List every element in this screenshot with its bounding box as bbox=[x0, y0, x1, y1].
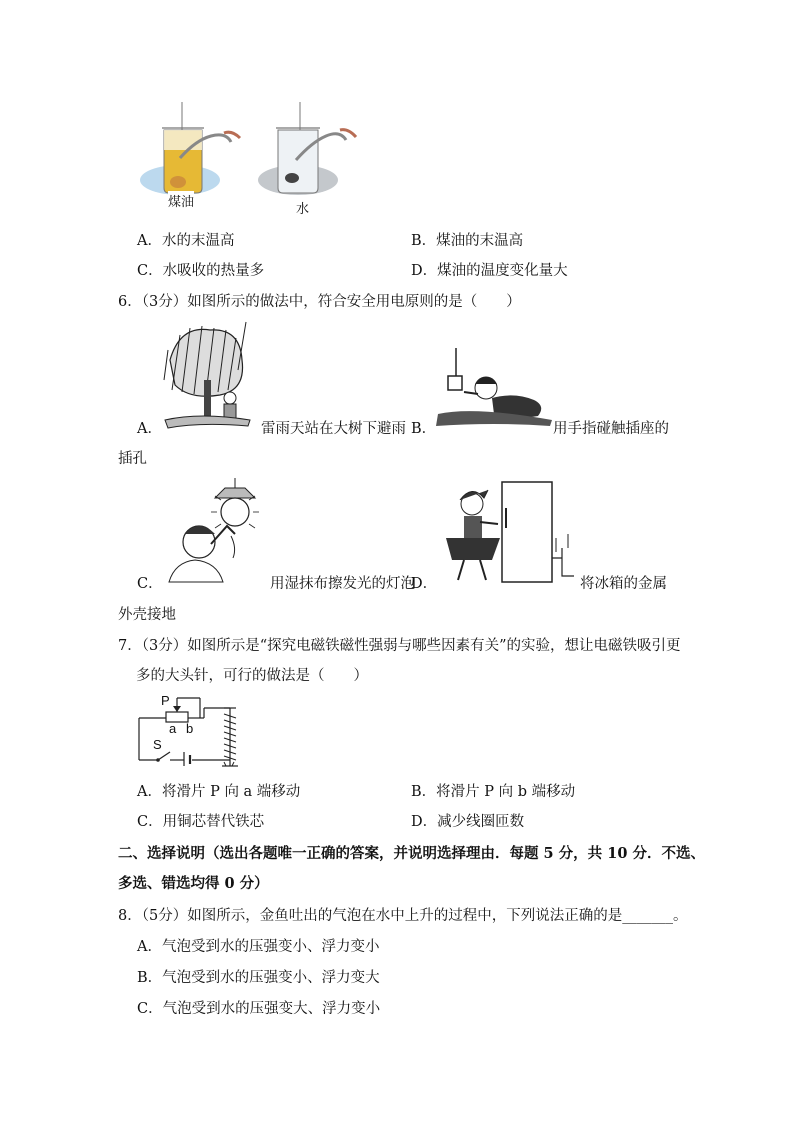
q7-option-b: B．将滑片 P 向 b 端移动 bbox=[411, 784, 576, 800]
boy-bulb-illustration bbox=[165, 478, 267, 586]
q6-a-label: A． bbox=[137, 421, 162, 437]
q5-option-b: B．煤油的末温高 bbox=[411, 233, 524, 249]
q7-option-c: C．用铜芯替代铁芯 bbox=[137, 814, 265, 830]
q6-stem: 6．（3分）如图所示的做法中，符合安全用电原则的是（ ） bbox=[118, 294, 521, 310]
q7-option-a: A．将滑片 P 向 a 端移动 bbox=[137, 784, 301, 800]
water-label: 水 bbox=[296, 202, 310, 217]
q8-option-a: A．气泡受到水的压强变小、浮力变小 bbox=[137, 939, 380, 955]
q6-d-text: 将冰箱的金属 bbox=[580, 576, 667, 592]
tree-rain-illustration bbox=[160, 320, 255, 432]
slider-p-label: P bbox=[161, 693, 170, 708]
q6-a-figure bbox=[160, 320, 255, 432]
q6-b-text-cont: 插孔 bbox=[118, 451, 147, 467]
q7-option-d: D．减少线圈匝数 bbox=[411, 814, 525, 830]
terminal-b-label: b bbox=[186, 721, 194, 736]
q7-circuit-figure bbox=[136, 694, 248, 768]
q5-beakers-figure bbox=[136, 100, 366, 216]
q7-stem-line1: 7．（3分）如图所示是“探究电磁铁磁性强弱与哪些因素有关”的实验，想让电磁铁吸引更 bbox=[118, 638, 681, 654]
q6-a-text: 雷雨天站在大树下避雨 bbox=[261, 421, 406, 437]
q5-option-d: D．煤油的温度变化量大 bbox=[411, 263, 568, 279]
q6-b-text: 用手指碰触插座的 bbox=[553, 421, 669, 437]
q6-c-label: C． bbox=[137, 576, 163, 592]
q6-c-figure bbox=[165, 478, 267, 586]
q8-answer-blank[interactable]: _______ bbox=[622, 908, 673, 924]
q6-b-label: B． bbox=[411, 421, 437, 437]
q6-c-text: 用湿抹布擦发光的灯泡 bbox=[270, 576, 415, 592]
q8-stem-end: 。 bbox=[672, 908, 688, 924]
kerosene-label: 煤油 bbox=[168, 191, 194, 210]
child-socket-illustration bbox=[434, 348, 552, 428]
q8-option-b: B．气泡受到水的压强变小、浮力变大 bbox=[137, 970, 380, 986]
q6-b-figure bbox=[434, 348, 552, 428]
q8-stem bbox=[118, 904, 687, 925]
section2-heading-line1: 二、选择说明（选出各题唯一正确的答案，并说明选择理由．每题 5 分，共 10 分．不选、 bbox=[118, 845, 705, 862]
section2-heading-line2: 多选、错选均得 0 分） bbox=[118, 875, 269, 892]
q6-d-label: D． bbox=[411, 576, 438, 592]
q7-stem-line2: 多的大头针，可行的做法是（ ） bbox=[136, 668, 368, 684]
q8-stem-text: 8．（5分）如图所示，金鱼吐出的气泡在水中上升的过程中，下列说法正确的是 bbox=[118, 908, 623, 924]
switch-s-label: S bbox=[153, 737, 162, 752]
terminal-a-label: a bbox=[169, 721, 177, 736]
q5-option-a: A．水的末温高 bbox=[137, 233, 235, 249]
q5-option-c: C．水吸收的热量多 bbox=[137, 263, 265, 279]
q8-option-c: C．气泡受到水的压强变大、浮力变小 bbox=[137, 1001, 381, 1017]
q6-d-figure bbox=[436, 478, 581, 586]
girl-fridge-illustration bbox=[436, 478, 581, 586]
q6-d-text-cont: 外壳接地 bbox=[118, 607, 176, 623]
